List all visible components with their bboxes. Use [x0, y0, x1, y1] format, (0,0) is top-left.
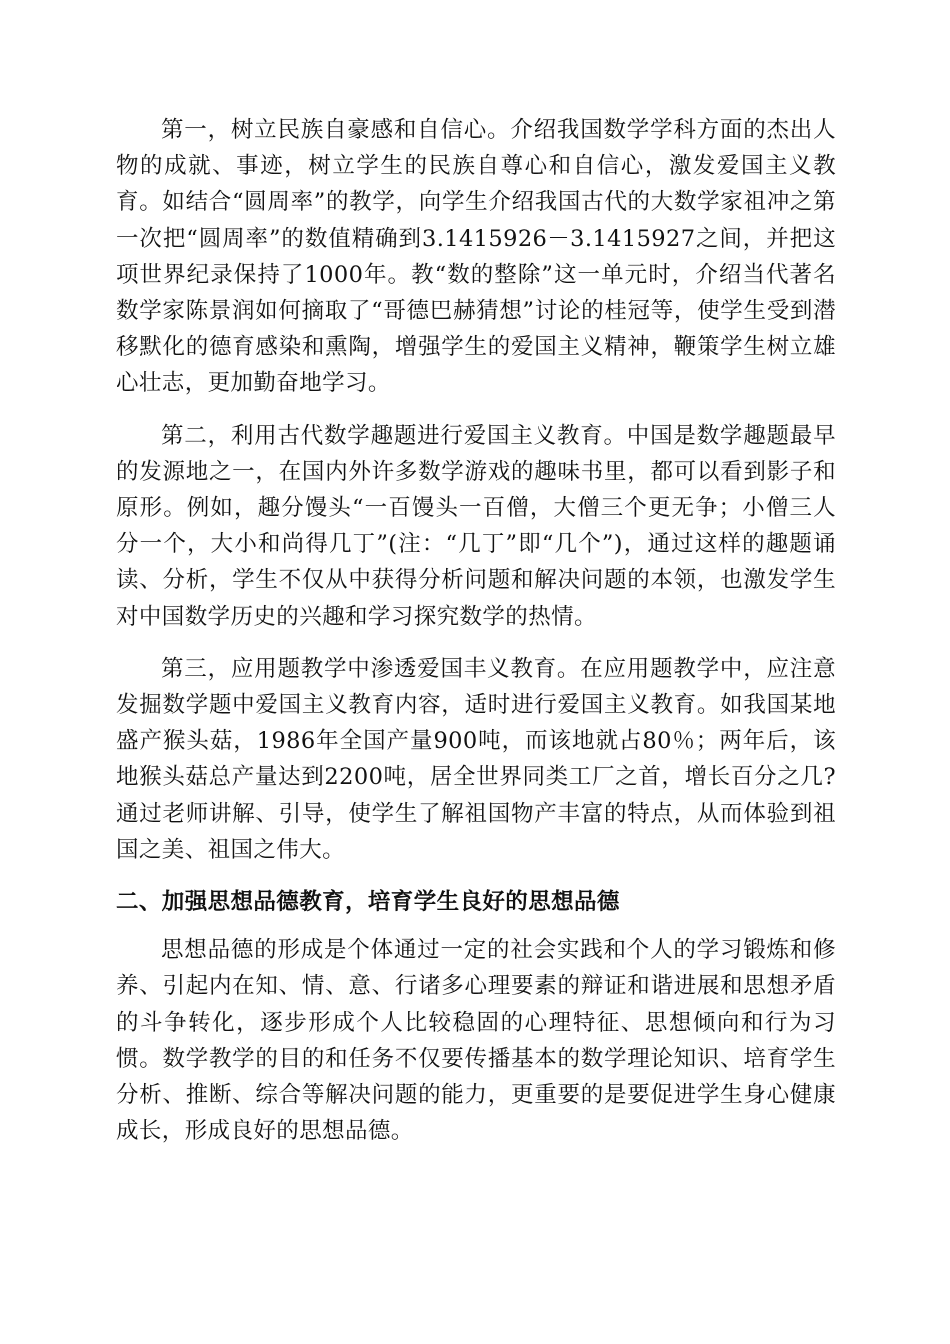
- document-body: [116, 112, 836, 1165]
- paragraph-ancient-math-puzzles: 第二，利用古代数学趣题进行爱国主义教育。中国是数学趣题最早的发源地之一，在国内外许多数学游戏的趣味书里，都可以看到影子和原形。例如，趣分馒头“一百馒头一百僧，大僧三个更无争；小僧三人分一个，大小和尚得几丁”(注：“几丁”即“几个”)，通过这样的趣题诵读、分析，学生不仅从中获得分析问题和解决问题的本领，也激发学生对中国数学历史的兴趣和学习探究数学的热情。: [116, 422, 836, 630]
- paragraph-national-pride: 第一，树立民族自豪感和自信心。介绍我国数学学科方面的杰出人物的成就、事迹，树立学生的民族自尊心和自信心，激发爱国主义教育。如结合“圆周率”的教学，向学生介绍我国古代的大数学家祖冲之第一次把“圆周率”的数值精确到3.1415926－3.1415927之间，并把这项世界纪录保持了1000年。教“数的整除”这一单元时，介绍当代著名数学家陈景润如何摘取了“哥德巴赫猜想”讨论的桂冠等，使学生受到潜移默化的德育感染和熏陶，增强学生的爱国主义精神，鞭策学生树立雄心壮志，更加勤奋地学习。: [116, 117, 836, 397]
- section-heading: 二、加强思想品德教育，培育学生良好的思想品德: [116, 889, 620, 916]
- paragraph-moral-education: 思想品德的形成是个体通过一定的社会实践和个人的学习锻炼和修养、引起内在知、情、意、行诸多心理要素的辩证和谐进展和思想矛盾的斗争转化，逐步形成个人比较稳固的心理特征、思想倾向和行为习惯。数学教学的目的和任务不仅要传播基本的数学理论知识、培育学生分析、推断、综合等解决问题的能力，更重要的是要促进学生身心健康成长，形成良好的思想品德。: [116, 937, 836, 1145]
- paragraph-word-problems: 第三，应用题教学中渗透爱国丰义教育。在应用题教学中，应注意发掘数学题中爱国主义教育内容，适时进行爱国主义教育。如我国某地盛产猴头菇，1986年全国产量900吨，而该地就占80％；两年后，该地猴头菇总产量达到2200吨，居全世界同类工厂之首，增长百分之几?通过老师讲解、引导，使学生了解祖国物产丰富的特点，从而体验到祖国之美、祖国之伟大。: [116, 655, 836, 863]
